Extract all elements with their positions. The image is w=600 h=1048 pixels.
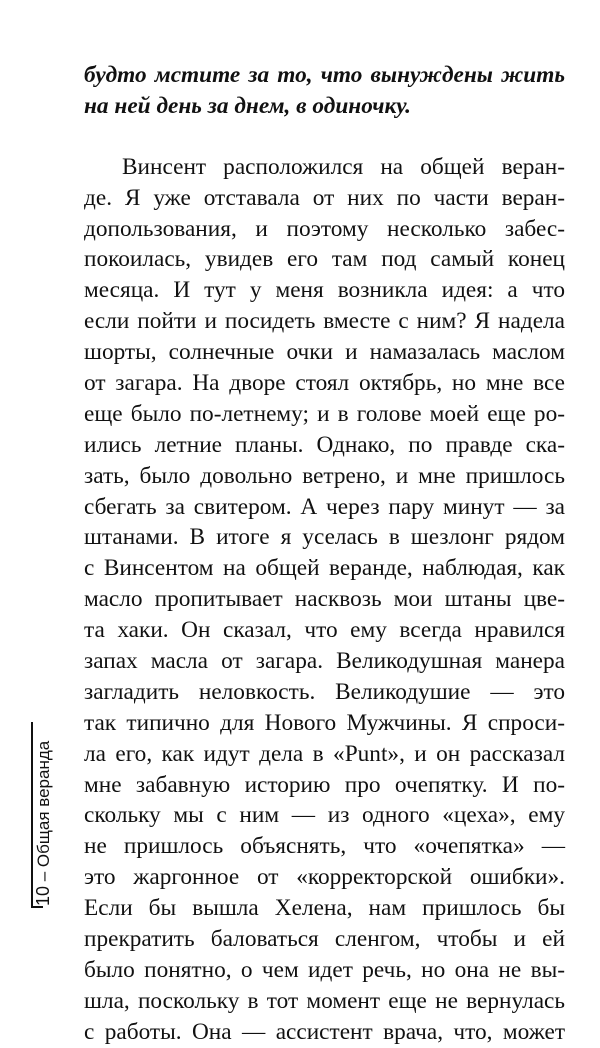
text-line: на ней день за днем, в одиночку. xyxy=(84,92,411,119)
text-line: с работы. Она — ассистент врача, что, может xyxy=(84,1018,565,1045)
text-line: шорты, солнечные очки и намазалась маслом xyxy=(84,339,565,366)
text-line: шла, поскольку в тот момент еще не вернулась xyxy=(84,987,565,1014)
text-line: если пойти и посидеть вместе с ним? Я надела xyxy=(84,308,565,335)
text-line: Если бы вышла Хелена, нам пришлось бы xyxy=(84,895,565,922)
text-line: де. Я уже отставала от них по части веран- xyxy=(84,184,565,211)
text-line: месяца. И тут у меня возникла идея: а что xyxy=(84,277,565,304)
page-number: 10 xyxy=(33,885,53,906)
footer-separator: – xyxy=(34,867,53,886)
text-line: штанами. В итоге я уселась в шезлонг рядом xyxy=(84,524,565,551)
text-line: зать, было довольно ветрено, и мне пришлось xyxy=(84,462,565,489)
text-line: сбегать за свитером. А через пару минут — за xyxy=(84,493,565,520)
text-line: будто мстите за то, что вынуждены жить xyxy=(84,62,565,88)
footer-rule-tick xyxy=(31,906,43,908)
text-line: ла его, как идут дела в «Punt», и он рассказал xyxy=(84,740,565,767)
paragraph xyxy=(84,152,565,1048)
text-line: ились летние планы. Однако, по правде ска- xyxy=(84,431,565,458)
text-line: та хаки. Он сказал, что ему всегда нравился xyxy=(84,617,565,644)
text-line: покоилась, увидев его там под самый конец xyxy=(84,246,565,273)
body-text xyxy=(84,60,565,1048)
intro-italic-lines xyxy=(84,60,565,122)
text-line: мне забавную историю про очепятку. И по- xyxy=(84,771,565,798)
text-line: это жаргонное от «корректорской ошибки». xyxy=(84,864,565,891)
text-line: еще было по-летнему; и в голове моей еще ро- xyxy=(84,400,565,427)
text-line: масло пропитывает насквозь мои штаны цве- xyxy=(84,586,565,613)
running-title: Общая веранда xyxy=(34,740,53,868)
text-line: было понятно, о чем идет речь, но она не вы- xyxy=(84,956,565,983)
paragraph-gap xyxy=(84,122,565,152)
text-line: Винсент расположился на общей веран- xyxy=(122,153,565,180)
text-line: не пришлось объяснять, что «очепятка» — xyxy=(84,833,565,860)
text-line: прекратить баловаться сленгом, чтобы и ей xyxy=(84,926,565,953)
text-line: допользования, и поэтому несколько забес- xyxy=(84,215,565,242)
text-line: так типично для Нового Мужчины. Я спроси- xyxy=(84,709,565,736)
text-line: загладить неловкость. Великодушие — это xyxy=(84,678,565,705)
running-footer xyxy=(33,741,54,906)
text-line: с Винсентом на общей веранде, наблюдая, как xyxy=(84,555,565,582)
text-line: скольку мы с ним — из одного «цеха», ему xyxy=(84,802,565,829)
text-line: от загара. На дворе стоял октябрь, но мне все xyxy=(84,370,565,397)
text-line: запах масла от загара. Великодушная манера xyxy=(84,648,565,675)
